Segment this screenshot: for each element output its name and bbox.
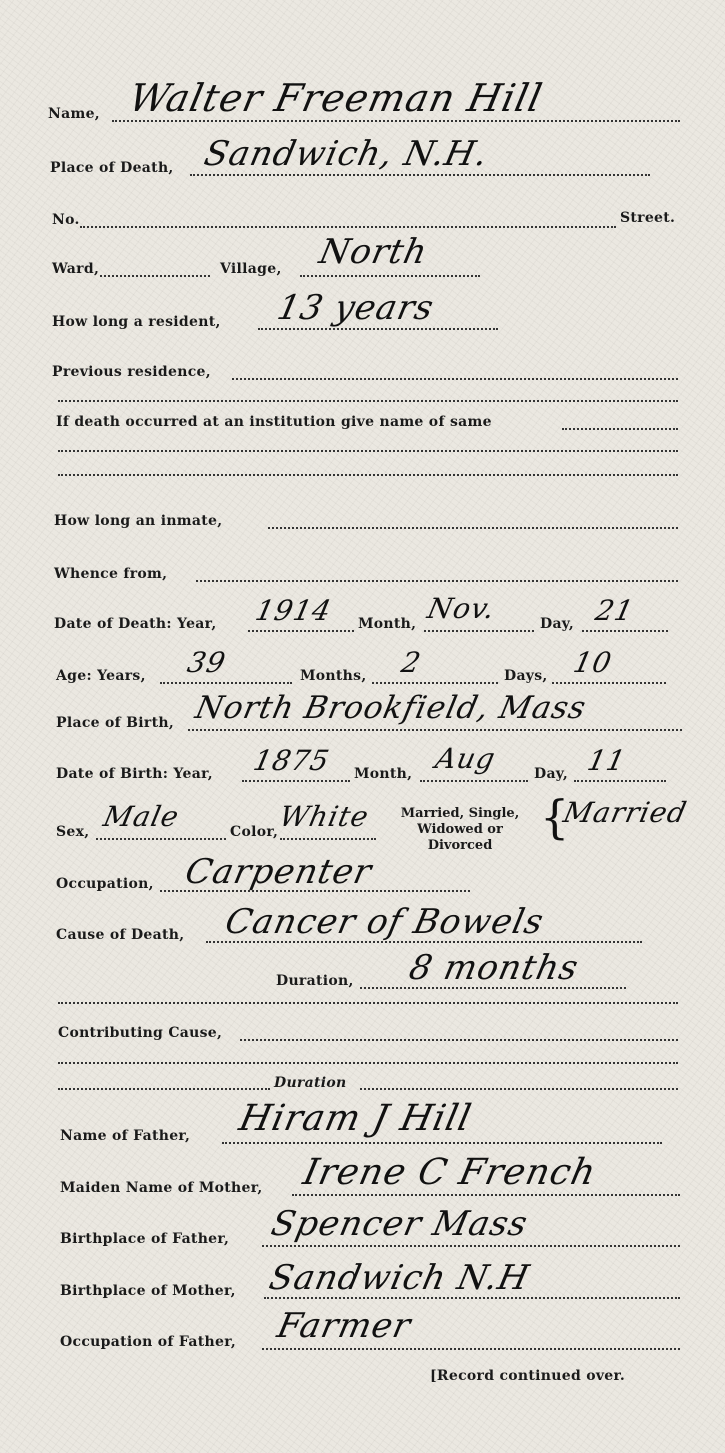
color-value: White [276,800,373,833]
birthplace-father-label: Birthplace of Father, [60,1231,230,1247]
duration2-label: Duration [274,1075,347,1091]
place-of-birth-value: North Brookfield, Mass [192,690,590,726]
village-label: Village, [220,261,282,277]
father-birthplace-value: Spencer Mass [267,1204,532,1244]
age-days-value: 10 [570,646,616,679]
ward-label: Ward, [52,261,100,277]
age-months-label: Months, [300,668,367,684]
how-long-resident-line [258,328,498,330]
village-line [300,275,480,277]
how-long-inmate-line [268,527,678,529]
death-month-line [424,630,534,632]
duration-value: 8 months [405,948,583,988]
birth-year-value: 1875 [250,744,333,777]
mother-birthplace-value: Sandwich N.H [265,1258,534,1298]
how-long-resident-label: How long a resident, [52,314,221,330]
death-year-value: 1914 [252,594,335,627]
institution-line [562,428,678,430]
sex-value: Male [100,800,183,833]
mother-maiden-name-value: Irene C French [299,1152,601,1193]
death-month-label: Month, [358,616,417,632]
age-days-line [552,682,666,684]
how-long-resident-value: 13 years [273,288,438,328]
father-occupation-value: Farmer [273,1306,415,1346]
father-occupation-line [262,1348,680,1350]
place-of-birth-line [188,729,682,731]
birth-month-line [420,780,528,782]
how-long-inmate-label: How long an inmate, [54,513,223,529]
contributing-cause-label: Contributing Cause, [58,1025,223,1041]
previous-residence-line [232,378,678,380]
age-days-label: Days, [504,668,548,684]
no-line [80,226,616,228]
institution-line-3 [58,474,678,476]
occupation-father-label: Occupation of Father, [60,1334,237,1350]
occupation-label: Occupation, [56,876,154,892]
previous-residence-label: Previous residence, [52,364,211,380]
father-birthplace-line [262,1245,680,1247]
previous-residence-line-2 [58,400,678,402]
cause-of-death-label: Cause of Death, [56,927,185,943]
birth-year-line [242,780,350,782]
marital-status-value: Married [560,796,691,829]
occupation-value: Carpenter [181,852,376,892]
ward-line [100,275,210,277]
whence-from-label: Whence from, [54,566,168,582]
institution-line-2 [58,450,678,452]
street-label: Street. [620,210,676,226]
marital-brace: { [540,790,570,844]
place-of-death-line [190,174,650,176]
duration2-line-right [360,1088,678,1090]
father-name-line [222,1142,662,1144]
birth-month-value: Aug [432,742,499,775]
name-line [112,120,680,122]
age-years-label: Age: Years, [56,668,146,684]
death-day-value: 21 [592,594,638,627]
whence-from-line [196,580,678,582]
age-years-value: 39 [184,646,230,679]
duration2-line-left [58,1088,270,1090]
death-day-label: Day, [540,616,575,632]
death-month-value: Nov. [424,592,499,625]
contributing-cause-line [240,1039,678,1041]
mother-maiden-name-line [292,1194,680,1196]
age-months-line [372,682,498,684]
marital-label-line1: Married, Single, [400,806,520,821]
maiden-name-mother-label: Maiden Name of Mother, [60,1180,263,1196]
color-label: Color, [230,824,279,840]
birth-day-line [574,780,666,782]
cause-of-death-value: Cancer of Bowels [221,902,548,942]
place-of-death-value: Sandwich, N.H. [200,134,492,174]
death-day-line [582,630,668,632]
village-value: North [315,232,432,272]
name-of-father-label: Name of Father, [60,1128,191,1144]
place-of-birth-label: Place of Birth, [56,715,175,731]
institution-label: If death occurred at an institution give name of same [56,414,492,430]
birth-day-label: Day, [534,766,569,782]
name-value: Walter Freeman Hill [125,76,547,120]
sex-label: Sex, [56,824,90,840]
place-of-death-label: Place of Death, [50,160,174,176]
birth-day-value: 11 [584,744,630,777]
death-year-line [248,630,354,632]
age-years-line [160,682,292,684]
sex-line [96,838,226,840]
father-name-value: Hiram J Hill [235,1098,476,1139]
date-of-birth-year-label: Date of Birth: Year, [56,766,213,782]
no-label: No. [52,212,80,228]
birth-month-label: Month, [354,766,413,782]
contributing-cause-line-2 [58,1062,678,1064]
color-line [280,838,376,840]
marital-label-line2: Widowed or [417,822,503,837]
duration-label: Duration, [276,973,354,989]
date-of-death-year-label: Date of Death: Year, [54,616,217,632]
record-continued-note: [Record continued over. [430,1368,626,1384]
age-months-value: 2 [398,646,425,679]
birthplace-mother-label: Birthplace of Mother, [60,1283,236,1299]
marital-label-line3: Divorced [427,838,493,853]
name-label: Name, [48,106,100,122]
cause-extra-line [58,1002,678,1004]
